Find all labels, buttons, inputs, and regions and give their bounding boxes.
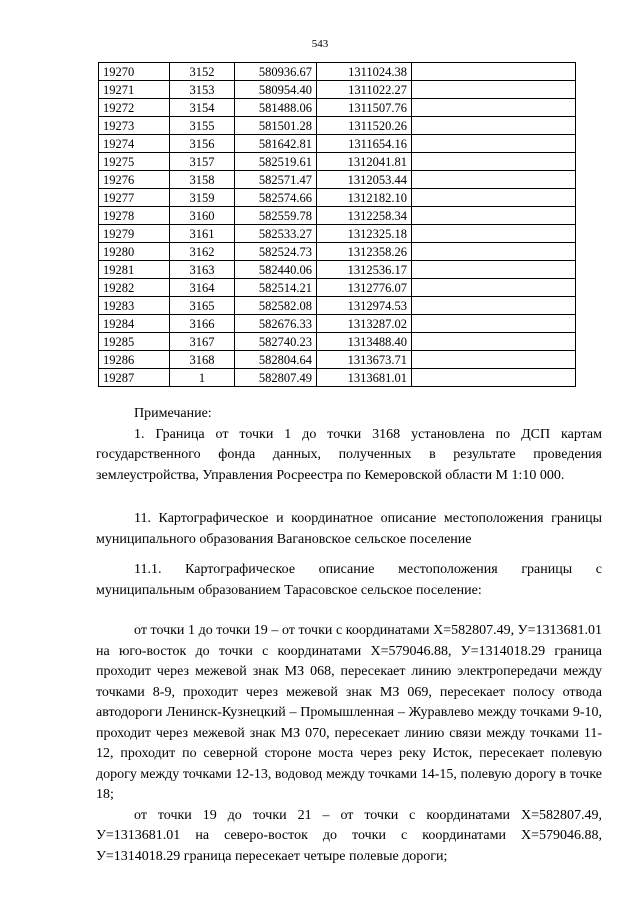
point-number-cell: 3158: [170, 171, 235, 189]
table-row: [99, 315, 576, 333]
y-coordinate-cell: 1311024.38: [317, 63, 412, 81]
row-id-cell: 19286: [99, 351, 170, 369]
x-coordinate-cell: 582804.64: [235, 351, 317, 369]
x-coordinate-cell: 582514.21: [235, 279, 317, 297]
table-row: [99, 297, 576, 315]
empty-cell: [412, 207, 576, 225]
point-number-cell: 3165: [170, 297, 235, 315]
row-id-cell: 19270: [99, 63, 170, 81]
point-number-cell: 3161: [170, 225, 235, 243]
table-row: [99, 99, 576, 117]
section-11-1-heading: 11.1. Картографическое описание местоположения границы с муниципальным образованием Тарасовское сельское поселение:: [96, 562, 602, 598]
point-number-cell: 3164: [170, 279, 235, 297]
row-id-cell: 19275: [99, 153, 170, 171]
x-coordinate-cell: 582571.47: [235, 171, 317, 189]
x-coordinate-cell: 582524.73: [235, 243, 317, 261]
table-row: [99, 153, 576, 171]
y-coordinate-cell: 1312325.18: [317, 225, 412, 243]
table-row: [99, 171, 576, 189]
point-number-cell: 3152: [170, 63, 235, 81]
x-coordinate-cell: 582582.08: [235, 297, 317, 315]
x-coordinate-cell: 580936.67: [235, 63, 317, 81]
x-coordinate-cell: 581501.28: [235, 117, 317, 135]
point-number-cell: 3153: [170, 81, 235, 99]
y-coordinate-cell: 1312258.34: [317, 207, 412, 225]
empty-cell: [412, 117, 576, 135]
point-number-cell: 3156: [170, 135, 235, 153]
empty-cell: [412, 261, 576, 279]
x-coordinate-cell: 582807.49: [235, 369, 317, 387]
empty-cell: [412, 297, 576, 315]
row-id-cell: 19281: [99, 261, 170, 279]
row-id-cell: 19280: [99, 243, 170, 261]
y-coordinate-cell: 1311022.27: [317, 81, 412, 99]
table-row: [99, 243, 576, 261]
point-number-cell: 3168: [170, 351, 235, 369]
x-coordinate-cell: 582574.66: [235, 189, 317, 207]
table-row: [99, 225, 576, 243]
row-id-cell: 19282: [99, 279, 170, 297]
y-coordinate-cell: 1312041.81: [317, 153, 412, 171]
y-coordinate-cell: 1313673.71: [317, 351, 412, 369]
row-id-cell: 19272: [99, 99, 170, 117]
x-coordinate-cell: 582559.78: [235, 207, 317, 225]
x-coordinate-cell: 581642.81: [235, 135, 317, 153]
section-11-1-paragraph-2: от точки 19 до точки 21 – от точки с координатами X=582807.49, У=1313681.01 на северо-восток до точки с координатами X=579046.88, У=1314018.29 граница пересекает четыре полевые дороги;: [96, 807, 602, 864]
row-id-cell: 19278: [99, 207, 170, 225]
point-number-cell: 3162: [170, 243, 235, 261]
empty-cell: [412, 315, 576, 333]
y-coordinate-cell: 1313287.02: [317, 315, 412, 333]
section-11: [96, 509, 602, 550]
coordinates-table-body: [99, 63, 576, 387]
y-coordinate-cell: 1312053.44: [317, 171, 412, 189]
table-row: [99, 63, 576, 81]
note-item-1: 1. Граница от точки 1 до точки 3168 установлена по ДСП картам государственного фонда данных, полученных в результате проведения землеустройства, Управления Росреестра по Кемеровской области М 1:10 000.: [96, 426, 602, 483]
empty-cell: [412, 333, 576, 351]
y-coordinate-cell: 1312182.10: [317, 189, 412, 207]
empty-cell: [412, 171, 576, 189]
row-id-cell: 19287: [99, 369, 170, 387]
empty-cell: [412, 243, 576, 261]
point-number-cell: 3167: [170, 333, 235, 351]
coordinates-table: [98, 62, 576, 387]
empty-cell: [412, 189, 576, 207]
point-number-cell: 3166: [170, 315, 235, 333]
empty-cell: [412, 99, 576, 117]
y-coordinate-cell: 1311520.26: [317, 117, 412, 135]
table-row: [99, 117, 576, 135]
empty-cell: [412, 351, 576, 369]
row-id-cell: 19271: [99, 81, 170, 99]
table-row: [99, 279, 576, 297]
table-row: [99, 351, 576, 369]
y-coordinate-cell: 1313681.01: [317, 369, 412, 387]
section-11-1-paragraph-1: от точки 1 до точки 19 – от точки с координатами X=582807.49, У=1313681.01 на юго-восток до точки с координатами X=579046.88, У=1314018.29 граница проходит через межевой знак МЗ 068, пересекает линию электропередачи между точками 8-9, проходит через межевой знак МЗ 069, пересекает полосу отвода автодороги Ленинск-Кузнецкий – Промышленная – Журавлево между точками 9-10, проходит через межевой знак МЗ 070, пересекает линию связи между точками 11-12, проходит по северной стороне моста через реку Исток, пересекает полевую дорогу между точками 12-13, водовод между точками 14-15, полевую дорогу в точке 18;: [96, 623, 602, 802]
empty-cell: [412, 279, 576, 297]
table-row: [99, 207, 576, 225]
section-11-heading: 11. Картографическое и координатное описание местоположения границы муниципального образования Ваганoвское сельское поселение: [96, 511, 602, 547]
row-id-cell: 19274: [99, 135, 170, 153]
point-number-cell: 3163: [170, 261, 235, 279]
y-coordinate-cell: 1313488.40: [317, 333, 412, 351]
empty-cell: [412, 225, 576, 243]
row-id-cell: 19273: [99, 117, 170, 135]
note-block: [96, 404, 602, 486]
row-id-cell: 19277: [99, 189, 170, 207]
y-coordinate-cell: 1312536.17: [317, 261, 412, 279]
x-coordinate-cell: 580954.40: [235, 81, 317, 99]
y-coordinate-cell: 1311654.16: [317, 135, 412, 153]
section-11-1: [96, 560, 602, 867]
table-row: [99, 81, 576, 99]
point-number-cell: 3157: [170, 153, 235, 171]
table-row: [99, 369, 576, 387]
empty-cell: [412, 81, 576, 99]
x-coordinate-cell: 582676.33: [235, 315, 317, 333]
point-number-cell: 3160: [170, 207, 235, 225]
table-row: [99, 261, 576, 279]
row-id-cell: 19284: [99, 315, 170, 333]
empty-cell: [412, 63, 576, 81]
point-number-cell: 3159: [170, 189, 235, 207]
row-id-cell: 19279: [99, 225, 170, 243]
table-row: [99, 189, 576, 207]
x-coordinate-cell: 582533.27: [235, 225, 317, 243]
y-coordinate-cell: 1312358.26: [317, 243, 412, 261]
page-number: 543: [311, 38, 329, 50]
point-number-cell: 3155: [170, 117, 235, 135]
row-id-cell: 19283: [99, 297, 170, 315]
empty-cell: [412, 153, 576, 171]
x-coordinate-cell: 581488.06: [235, 99, 317, 117]
empty-cell: [412, 135, 576, 153]
point-number-cell: 3154: [170, 99, 235, 117]
note-heading: Примечание:: [134, 406, 212, 421]
y-coordinate-cell: 1312974.53: [317, 297, 412, 315]
x-coordinate-cell: 582519.61: [235, 153, 317, 171]
row-id-cell: 19276: [99, 171, 170, 189]
x-coordinate-cell: 582740.23: [235, 333, 317, 351]
table-row: [99, 333, 576, 351]
point-number-cell: 1: [170, 369, 235, 387]
empty-cell: [412, 369, 576, 387]
y-coordinate-cell: 1312776.07: [317, 279, 412, 297]
row-id-cell: 19285: [99, 333, 170, 351]
x-coordinate-cell: 582440.06: [235, 261, 317, 279]
y-coordinate-cell: 1311507.76: [317, 99, 412, 117]
table-row: [99, 135, 576, 153]
